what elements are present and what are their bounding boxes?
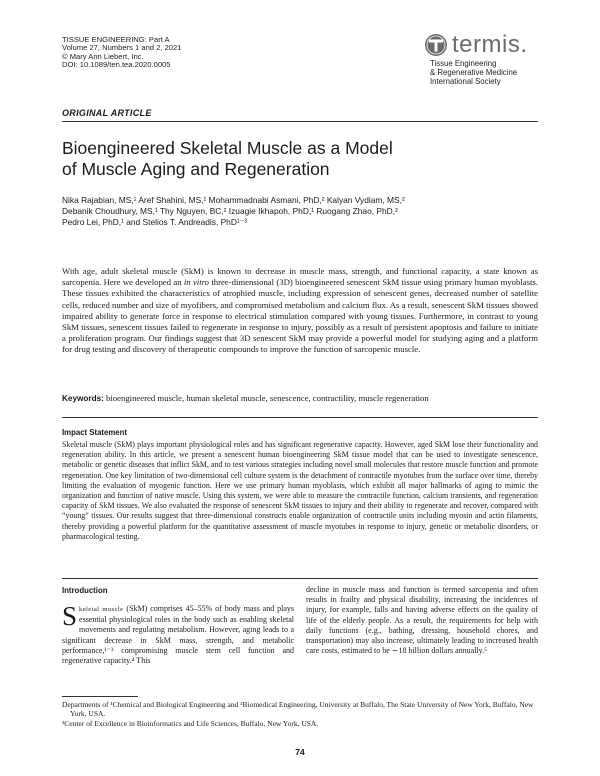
impact-statement: Skeletal muscle (SkM) plays important physiological roles and has significant regenerative capacity. However, aged SkM lose their functionality and regeneration ability. In this article, we present a senescent human bioengineering SkM tissue model that can be used to investigate senescence, metabolic or genetic diseases that inflict SkM, and to test various strategies including novel small molecules that restore muscle function and promote regeneration. One key limitation of two-dimensional cell culture system is the detachment of contractile myotubes from the surface over time, thereby limiting the evaluation of myogenic function. Here we use primary human myoblasts, which exhibit all major hallmarks of aging to mimic the organization and function of native muscle. Using this system, we were able to measure the contractile function, calcium transients, and regeneration capacity of SkM tissues. We also evaluated the response of senescent SkM tissues to injury and their ability to regenerate and recover, compared with “young” tissues. Our results suggest that three-dimensional constructs enable organization of contractile units including myosin and actin filaments, thereby providing a powerful platform for the quantitative assessment of muscle myotubes in response to injury, genetic or metabolic disorders, or pharmacological testing. (62, 440, 538, 541)
keywords (62, 393, 538, 404)
termis-emblem-icon (424, 33, 448, 57)
affiliation-1: Departments of ¹Chemical and Biological Engineering and ²Biomedical Engineering, University at Buffalo, The State University of New York, Buffalo, New York, USA. (62, 700, 534, 719)
affiliations (62, 700, 538, 728)
abstract-italic: in vitro (183, 277, 210, 288)
abstract-text-1: With age, adult skeletal muscle (SkM) is known to decrease in muscle mass, strength, and functional capacity, a state known as sarcopenia. Here we developed an (62, 266, 538, 288)
authors-line-1: Nika Rajabian, MS,¹ Aref Shahini, MS,¹ Mohammadnabi Asmani, PhD,² Kalyan Vydiam, MS,² (62, 195, 405, 205)
introduction-heading: Introduction (62, 586, 108, 595)
introduction-column-2: decline in muscle mass and function is termed sarcopenia and often results in frailty and physical disability, increasing the incidences of injury, for example, falls and having adverse effects on the quality of life of the elderly people. As a result, the requirements for help with daily functions (e.g., bathing, dressing, household chores, and transportation) may also increase, ultimately leading to increased health care costs, estimated to be ∼18 billion dollars annually.⁵ (306, 585, 538, 656)
termis-society-name (430, 59, 564, 87)
keywords-rule (62, 417, 538, 418)
journal-copyright: © Mary Ann Liebert, Inc. (62, 51, 144, 61)
termis-wordmark: termis. (452, 31, 528, 58)
drop-cap: S (62, 601, 78, 631)
keywords-label: Keywords: (62, 394, 104, 403)
termis-logo (424, 32, 564, 87)
abstract-text-2: three-dimensional (3D) bioengineered senescent SkM tissue using primary human myoblasts. These tissues exhibited the characteristics of atrophied muscle, including expression of senescent genes, decreased number of satellite cells, reduced number and size of myofibers, and compromised metabolism and calcium flux. As a result, senescent SkM tissues showed impaired ability to generate force in response to electrical stimulation compared with young tissues. Furthermore, in contrast to young SkM tissues, senescent tissues failed to regenerate in response to injury, possibly as a result of persistent apoptosis and failure to initiate a proliferation program. Our findings suggest that 3D senescent SkM may provide a powerful model for studying aging and a platform for drug testing and discovery of therapeutic compounds to improve the function of sarcopenic muscle. (62, 277, 538, 355)
logo-line-2: & Regenerative Medicine (430, 68, 518, 78)
journal-volume: Volume 27, Numbers 1 and 2, 2021 (62, 43, 182, 53)
article-type: ORIGINAL ARTICLE (62, 108, 152, 118)
authors-line-3: Pedro Lei, PhD,¹ and Stelios T. Andreadis, PhD¹⁻³ (62, 217, 247, 227)
title-line-1: Bioengineered Skeletal Muscle as a Model (62, 138, 393, 158)
abstract (62, 266, 538, 356)
page-number: 74 (295, 747, 305, 757)
article-title (62, 138, 532, 180)
keywords-text: bioengineered muscle, human skeletal muscle, senescence, contractility, muscle regeneration (106, 393, 429, 403)
logo-line-3: International Society (430, 77, 501, 87)
affiliation-2: ³Center of Excellence in Bioinformatics and Life Sciences, Buffalo, New York, USA. (62, 718, 319, 728)
title-line-2: of Muscle Aging and Regeneration (62, 159, 330, 179)
authors-line-2: Debanik Choudhury, MS,¹ Thy Nguyen, BC,² Izuagie Ikhapoh, PhD,¹ Ruogang Zhao, PhD,² (62, 206, 398, 216)
journal-name: TISSUE ENGINEERING: Part A (62, 35, 170, 44)
journal-info (62, 36, 181, 70)
introduction-column-1 (62, 601, 295, 666)
journal-doi: DOI: 10.1089/ten.tea.2020.0005 (62, 60, 171, 70)
header-rule (62, 121, 538, 122)
intro-small-caps: keletal muscle (79, 606, 124, 613)
footnote-rule (62, 696, 138, 697)
logo-line-1: Tissue Engineering (430, 59, 497, 68)
author-list (62, 195, 538, 228)
impact-heading: Impact Statement (62, 428, 127, 437)
intro-col1-text: (SkM) comprises 45–55% of body mass and plays essential physiological roles in the body such as enabling skeletal movements and regulating metabolism. However, aging leads to a significant decrease in SkM mass, strength, and metabolic performance,¹⁻³ compromising muscle stem cell function and regenerative capacity.⁴ This (62, 604, 295, 666)
impact-rule (62, 578, 538, 579)
